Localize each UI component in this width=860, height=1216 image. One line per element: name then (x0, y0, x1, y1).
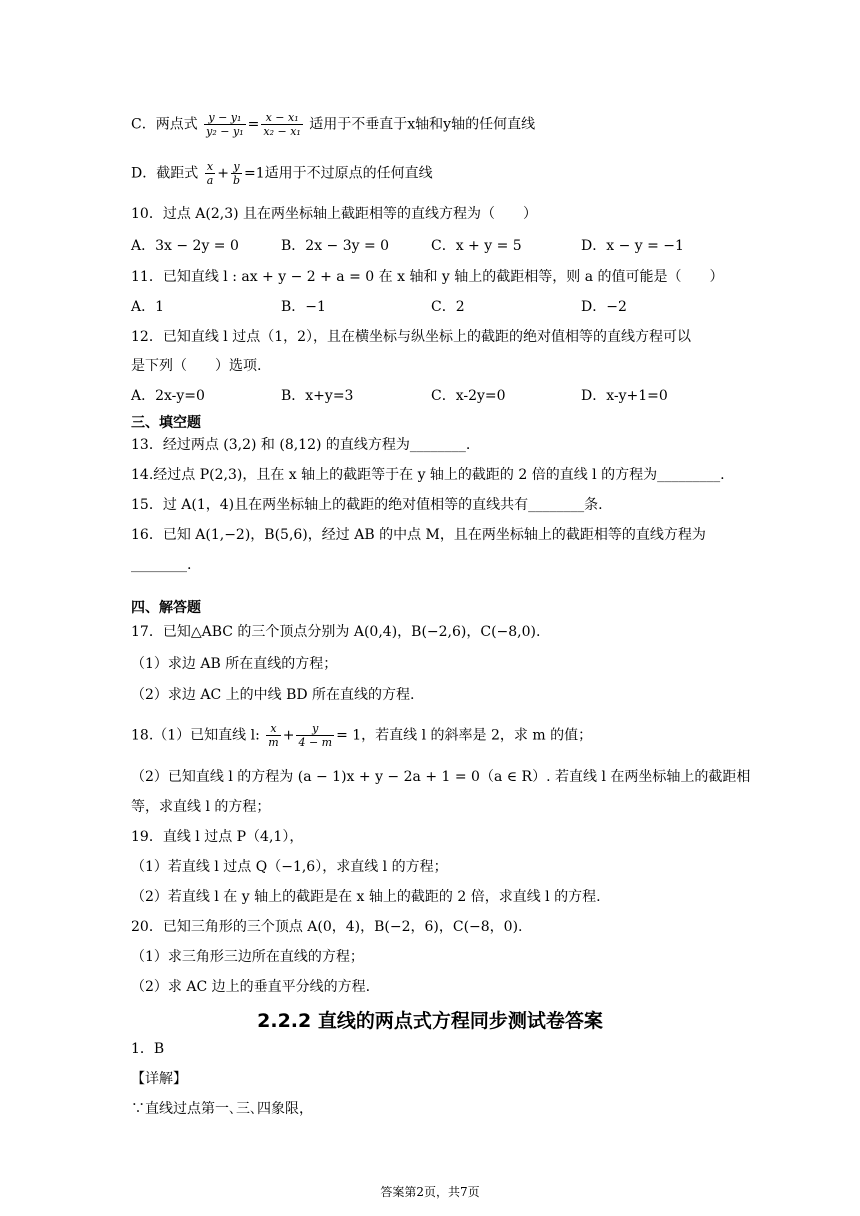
fraction-y-over-b (231, 160, 242, 187)
fraction-y-over-4-minus-m (296, 722, 334, 749)
q9-option-c-label: C．两点式 (131, 116, 198, 133)
q16-line2: ________. (131, 557, 192, 573)
fraction-denominator: y₂ − y₁ (206, 125, 244, 138)
equals-sign: = (247, 116, 260, 133)
fraction-denominator: x₂ − x₁ (263, 125, 301, 138)
fraction-x-over-m (266, 722, 280, 749)
q18-part2-line2: 等，求直线 l 的方程； (131, 799, 271, 815)
q18-part2-line1: （2）已知直线 l 的方程为 (a − 1)x + y − 2a + 1 = 0（a ∈ R）. 若直线 l 在两坐标轴上的截距相 (131, 769, 751, 785)
fraction-numerator: y (296, 722, 334, 736)
plus-sign: + (217, 165, 229, 182)
section-heading-solutions: 四、解答题 (131, 600, 201, 616)
q17-stem: 17．已知△ABC 的三个顶点分别为 A(0,4)，B(−2,6)，C(−8,0). (131, 624, 541, 640)
q11-option-a: A．1 (131, 299, 165, 315)
q14: 14.经过点 P(2,3)，且在 x 轴上的截距等于在 y 轴上的截距的 2 倍的直线 l 的方程为_________. (131, 467, 725, 483)
q18-part1 (131, 722, 592, 749)
fraction-numerator: y (231, 160, 242, 174)
fraction-denominator: a (206, 174, 214, 187)
q13: 13．经过两点 (3,2) 和 (8,12) 的直线方程为________. (131, 437, 471, 453)
q9-option-c-text: 适用于不垂直于x轴和y轴的任何直线 (309, 116, 536, 133)
q11-stem: 11．已知直线 l : ax + y − 2 + a = 0 在 x 轴和 y 轴上的截距相等，则 a 的值可能是（ ） (131, 269, 724, 285)
fraction-denominator: 4 − m (298, 736, 333, 749)
q12-option-a: A．2x-y=0 (131, 388, 205, 404)
q19-part1: （1）若直线 l 过点 Q（−1,6），求直线 l 的方程； (131, 859, 448, 875)
q20-part2: （2）求 AC 边上的垂直平分线的方程. (131, 979, 371, 995)
page-footer: 答案第2页，共7页 (380, 1185, 480, 1199)
fraction-x-over-a (205, 160, 216, 187)
q10-option-c: C．x + y = 5 (431, 238, 522, 254)
q12-stem-line1: 12．已知直线 l 过点（1，2），且在横坐标与纵坐标上的截距的绝对值相等的直线方程可以 (131, 329, 692, 345)
q19-part2: （2）若直线 l 在 y 轴上的截距是在 x 轴上的截距的 2 倍，求直线 l 的方程. (131, 889, 601, 905)
q15: 15．过 A(1，4)且在两坐标轴上的截距的绝对值相等的直线共有________条. (131, 497, 603, 513)
q12-option-b: B．x+y=3 (281, 388, 354, 404)
fraction-numerator: x − x₁ (261, 111, 302, 125)
fraction-numerator: x (266, 722, 280, 736)
q18-lead: 18.（1）已知直线 l: (131, 727, 260, 744)
q9-option-d-label: D．截距式 (131, 165, 199, 182)
fraction-numerator: x (205, 160, 216, 174)
fraction-denominator: m (268, 736, 279, 749)
q16-line1: 16．已知 A(1,−2)，B(5,6)，经过 AB 的中点 M，且在两坐标轴上的截距相等的直线方程为 (131, 527, 706, 543)
answer-detail-label: 【详解】 (131, 1071, 187, 1087)
answer-title: 2.2.2 直线的两点式方程同步测试卷答案 (257, 1010, 603, 1032)
fraction-denominator: b (232, 174, 241, 187)
q12-stem-line2: 是下列（ ）选项. (131, 358, 262, 374)
fraction-x (261, 111, 302, 138)
q11-option-c: C．2 (431, 299, 465, 315)
fraction-y (204, 111, 245, 138)
q10-option-d: D．x − y = −1 (581, 238, 684, 254)
fraction-numerator: y − y₁ (204, 111, 245, 125)
answer-explanation: ∵直线过点第一､三､四象限， (131, 1101, 313, 1117)
q10-stem: 10．过点 A(2,3) 且在两坐标轴上截距相等的直线方程为（ ） (131, 206, 538, 222)
q19-stem: 19．直线 l 过点 P（4,1）， (131, 829, 304, 845)
q11-option-b: B．−1 (281, 299, 326, 315)
q10-option-b: B．2x − 3y = 0 (281, 238, 390, 254)
q18-tail: = 1，若直线 l 的斜率是 2，求 m 的值； (336, 727, 593, 744)
q11-option-d: D．−2 (581, 299, 627, 315)
plus-sign: + (282, 727, 295, 744)
q12-option-c: C．x-2y=0 (431, 388, 506, 404)
q9-option-d (131, 160, 433, 187)
q17-part1: （1）求边 AB 所在直线的方程； (131, 656, 338, 672)
answer-1: 1．B (131, 1041, 165, 1057)
q9-option-d-text: =1适用于不过原点的任何直线 (244, 165, 433, 182)
q10-option-a: A．3x − 2y = 0 (131, 238, 239, 254)
section-heading-fill-in: 三、填空题 (131, 415, 201, 431)
q17-part2: （2）求边 AC 上的中线 BD 所在直线的方程. (131, 687, 415, 703)
q20-stem: 20．已知三角形的三个顶点 A(0，4)，B(−2，6)，C(−8，0). (131, 919, 523, 935)
q9-option-c (131, 111, 535, 138)
q12-option-d: D．x-y+1=0 (581, 388, 668, 404)
q20-part1: （1）求三角形三边所在直线的方程； (131, 949, 364, 965)
